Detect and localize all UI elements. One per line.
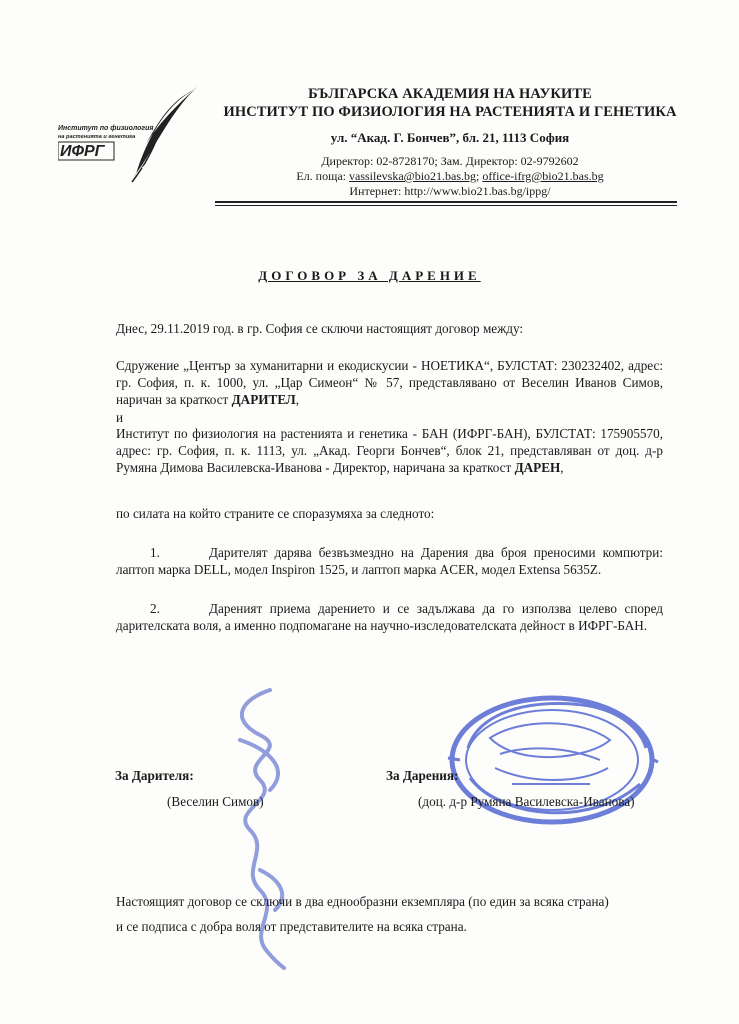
leaf-logo-icon bbox=[58, 84, 208, 194]
recipient-signature-label: За Дарения: bbox=[386, 768, 459, 783]
institute-address: ул. “Акад. Г. Бончев”, бл. 21, 1113 София bbox=[330, 130, 570, 145]
clause-number: 1. bbox=[150, 545, 160, 560]
internet-line: Интернет: http://www.bio21.bas.bg/ippg/ bbox=[349, 184, 551, 198]
conjunction-and: и bbox=[116, 410, 124, 425]
clause-text: Дареният приема дарението и се задължава да го използва целево според дарителската воля, а именно подпомагане на научно-изследователската дейност в ИФРГ-БАН. bbox=[116, 601, 663, 633]
party-donor-paragraph bbox=[116, 357, 663, 408]
clause-item bbox=[116, 600, 663, 634]
email-label: Ел. поща: bbox=[296, 169, 346, 183]
party-recipient-text: Институт по физиология на растенията и генетика - БАН (ИФРГ-БАН), БУЛСТАТ: 175905570, адрес: гр. София, п. к. 1113, ул. „Акад. Георги Бончев“, блок 21, представляван от доц. д-р Румяна Димова Василевска-Иванова - Директор, наричана за краткост bbox=[116, 426, 663, 475]
institute-name: ИНСТИТУТ ПО ФИЗИОЛОГИЯ НА РАСТЕНИЯТА И ГЕНЕТИКА bbox=[223, 104, 677, 120]
phone-line: Директор: 02-8728170; Зам. Директор: 02-9792602 bbox=[321, 154, 579, 168]
recipient-role: ДАРЕН bbox=[514, 460, 561, 475]
recipient-signatory-name: (доц. д-р Румяна Василевска-Иванова) bbox=[418, 794, 635, 809]
header-divider-thick bbox=[215, 201, 677, 203]
party-donor-end: , bbox=[295, 392, 300, 407]
donor-role: ДАРИТЕЛ bbox=[231, 392, 296, 407]
svg-text:ИФРГ: ИФРГ bbox=[60, 143, 105, 160]
closing-line-1: Настоящият договор се сключи в два еднообразни екземпляра (по един за всяка страна) bbox=[116, 894, 609, 909]
clause-item bbox=[116, 544, 663, 578]
svg-text:на растенията и генетика: на растенията и генетика bbox=[58, 134, 136, 140]
header-divider-thin bbox=[215, 205, 677, 206]
email-separator: ; bbox=[476, 169, 480, 183]
party-recipient-end: , bbox=[560, 460, 564, 475]
institute-logo bbox=[58, 84, 208, 194]
party-recipient-paragraph bbox=[116, 425, 663, 476]
donor-signature-label: За Дарителя: bbox=[115, 768, 194, 783]
intro-paragraph: Днес, 29.11.2019 год. в гр. София се сключи настоящият договор между: bbox=[116, 321, 524, 336]
email-line bbox=[220, 169, 680, 184]
basis-paragraph: по силата на който страните се споразумяха за следното: bbox=[116, 506, 435, 521]
email-link-2[interactable]: office-ifrg@bio21.bas.bg bbox=[482, 169, 604, 183]
clause-text: Дарителят дарява безвъзмездно на Дарения два броя преносими компютри: лаптоп марка DELL, модел Inspiron 1525, и лаптоп марка ACER, модел Extensa 5635Z. bbox=[116, 545, 663, 577]
party-donor-text: Сдружение „Център за хуманитарни и екодискусии - НОЕТИКА“, БУЛСТАТ: 230232402, адрес: гр. София, п. к. 1000, ул. „Цар Симеон“ № 57, представлявано от Веселин Иванов Симов, наричан за краткост bbox=[116, 358, 663, 407]
donor-signatory-name: (Веселин Симов) bbox=[167, 794, 264, 809]
svg-text:Институт по физиология: Институт по физиология bbox=[58, 125, 154, 132]
document-title: ДОГОВОР ЗА ДАРЕНИЕ bbox=[258, 268, 481, 283]
stamp-seal-icon bbox=[440, 688, 660, 838]
official-stamp bbox=[440, 688, 660, 838]
clause-number: 2. bbox=[150, 601, 160, 616]
closing-line-2: и се подписа с добра воля от представителите на всяка страна. bbox=[116, 919, 467, 934]
email-link-1[interactable]: vassilevska@bio21.bas.bg bbox=[349, 169, 477, 183]
academy-name: БЪЛГАРСКА АКАДЕМИЯ НА НАУКИТЕ bbox=[308, 86, 592, 102]
